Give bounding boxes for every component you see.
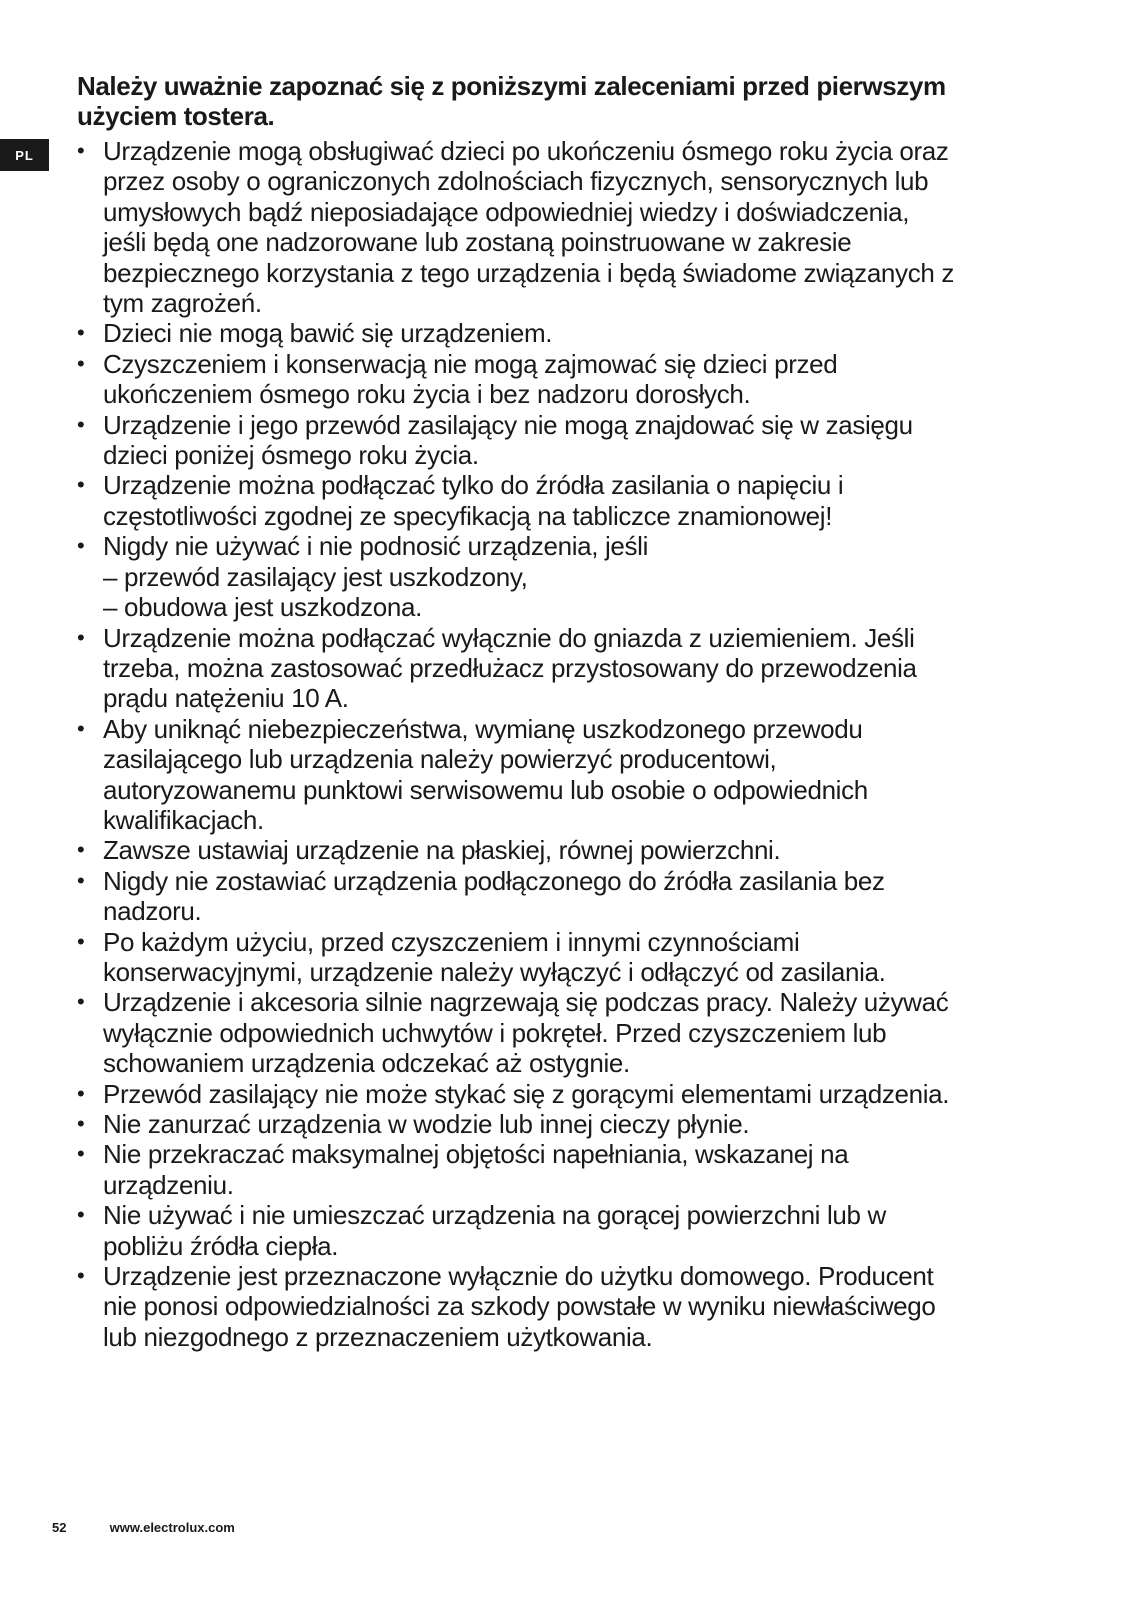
language-code: PL (15, 147, 34, 163)
bullet-icon: • (77, 928, 85, 954)
bullet-icon: • (77, 989, 85, 1015)
list-item-text-line: Aby uniknąć niebezpieczeństwa, wymianę uszkodzonego przewodu (103, 713, 863, 744)
list-item (77, 987, 1077, 1078)
list-item-text-line: – przewód zasilający jest uszkodzony, (103, 561, 528, 592)
list-item-text-line: urządzeniu. (103, 1169, 234, 1200)
list-item-text-line: Dzieci nie mogą bawić się urządzeniem. (103, 318, 553, 349)
list-item-text-line: schowaniem urządzenia odczekać aż ostygnie. (103, 1048, 630, 1079)
list-item (77, 1139, 1077, 1200)
bullet-icon: • (77, 1080, 85, 1106)
list-item-text-line: Nigdy nie używać i nie podnosić urządzenia, jeśli (103, 531, 649, 562)
page-heading (77, 71, 1077, 131)
bullet-icon: • (77, 1202, 85, 1228)
list-item-text-line: prądu natężeniu 10 A. (103, 683, 349, 714)
list-item (77, 136, 1077, 318)
bullet-icon: • (77, 411, 85, 437)
list-item-text-line: Urządzenie jest przeznaczone wyłącznie do użytku domowego. Producent (103, 1261, 934, 1292)
list-item-text-line: wyłącznie odpowiednich uchwytów i pokręteł. Przed czyszczeniem lub (103, 1017, 887, 1048)
list-item-text-line: dzieci poniżej ósmego roku życia. (103, 440, 479, 471)
bullet-icon: • (77, 320, 85, 346)
list-item-text-line: umysłowych bądź nieposiadające odpowiedniej wiedzy i doświadczenia, (103, 196, 910, 227)
safety-instructions-list (77, 136, 1077, 1352)
page-footer (52, 1520, 235, 1535)
list-item (77, 623, 1077, 714)
list-item (77, 866, 1077, 927)
list-item-text-line: pobliżu źródła ciepła. (103, 1230, 339, 1261)
list-item (77, 410, 1077, 471)
list-item (77, 1200, 1077, 1261)
list-item-text-line: trzeba, można zastosować przedłużacz przystosowany do przewodzenia (103, 652, 917, 683)
list-item-text-line: zasilającego lub urządzenia należy powierzyć producentowi, (103, 744, 777, 775)
list-item (77, 714, 1077, 836)
list-item (77, 1261, 1077, 1352)
list-item-text-line: Urządzenie mogą obsługiwać dzieci po ukończeniu ósmego roku życia oraz (103, 136, 949, 166)
list-item (77, 835, 1077, 865)
list-item (77, 349, 1077, 410)
list-item-text-line: autoryzowanemu punktowi serwisowemu lub osobie o odpowiednich (103, 774, 868, 805)
bullet-icon: • (77, 715, 85, 741)
list-item-text-line: Urządzenie i akcesoria silnie nagrzewają się podczas pracy. Należy używać (103, 987, 949, 1018)
list-item (77, 470, 1077, 531)
list-item-text-line: nie ponosi odpowiedzialności za szkody powstałe w wyniku niewłaściwego (103, 1291, 936, 1322)
list-item-text-line: Nie przekraczać maksymalnej objętości napełniania, wskazanej na (103, 1139, 849, 1170)
website-url: www.electrolux.com (109, 1520, 235, 1535)
list-item-text-line: Nie używać i nie umieszczać urządzenia na gorącej powierzchni lub w (103, 1200, 886, 1231)
list-item (77, 927, 1077, 988)
list-item (77, 318, 1077, 348)
list-item-text-line: konserwacyjnymi, urządzenie należy wyłączyć i odłączyć od zasilania. (103, 956, 886, 987)
list-item-text-line: Przewód zasilający nie może stykać się z gorącymi elementami urządzenia. (103, 1078, 950, 1109)
list-item-text-line: tym zagrożeń. (103, 288, 262, 319)
list-item (77, 1079, 1077, 1109)
list-item-text-line: Zawsze ustawiaj urządzenie na płaskiej, równej powierzchni. (103, 835, 781, 866)
list-item-text-line: – obudowa jest uszkodzona. (103, 592, 423, 623)
bullet-icon: • (77, 1263, 85, 1289)
list-item-text-line: bezpiecznego korzystania z tego urządzenia i będą świadome związanych z (103, 257, 954, 288)
bullet-icon: • (77, 624, 85, 650)
bullet-icon: • (77, 1111, 85, 1136)
list-item-text-line: Urządzenie można podłączać tylko do źródła zasilania o napięciu i (103, 470, 844, 501)
bullet-icon: • (77, 472, 85, 498)
heading-line-2: użyciem tostera. (77, 101, 275, 131)
list-item-text-line: lub niezgodnego z przeznaczeniem użytkowania. (103, 1321, 653, 1352)
list-item-text-line: Nigdy nie zostawiać urządzenia podłączonego do źródła zasilania bez (103, 865, 885, 896)
page-number: 52 (52, 1520, 67, 1535)
list-item-text-line: kwalifikacjach. (103, 804, 264, 835)
list-item-text-line: Urządzenie można podłączać wyłącznie do gniazda z uziemieniem. Jeśli (103, 622, 915, 653)
bullet-icon: • (77, 350, 85, 376)
bullet-icon: • (77, 837, 85, 863)
list-item (77, 1109, 1077, 1139)
bullet-icon: • (77, 1141, 85, 1167)
list-item-text-line: Nie zanurzać urządzenia w wodzie lub innej cieczy płynie. (103, 1109, 750, 1139)
list-item (77, 531, 1077, 622)
bullet-icon: • (77, 867, 85, 893)
list-item-text-line: Czyszczeniem i konserwacją nie mogą zajmować się dzieci przed (103, 348, 838, 379)
list-item-text-line: przez osoby o ograniczonych zdolnościach fizycznych, sensorycznych lub (103, 166, 929, 197)
bullet-icon: • (77, 138, 85, 163)
heading-line-1: Należy uważnie zapoznać się z poniższymi zaleceniami przed pierwszym (77, 71, 946, 101)
bullet-icon: • (77, 533, 85, 559)
list-item-text-line: ukończeniem ósmego roku życia i bez nadzoru dorosłych. (103, 379, 751, 410)
list-item-text-line: Urządzenie i jego przewód zasilający nie mogą znajdować się w zasięgu (103, 409, 913, 440)
language-tab (0, 139, 49, 171)
list-item-text-line: częstotliwości zgodnej ze specyfikacją na tabliczce znamionowej! (103, 500, 833, 531)
list-item-text-line: nadzoru. (103, 896, 202, 927)
list-item-text-line: jeśli będą one nadzorowane lub zostaną poinstruowane w zakresie (103, 227, 852, 258)
list-item-text-line: Po każdym użyciu, przed czyszczeniem i innymi czynnościami (103, 926, 800, 957)
